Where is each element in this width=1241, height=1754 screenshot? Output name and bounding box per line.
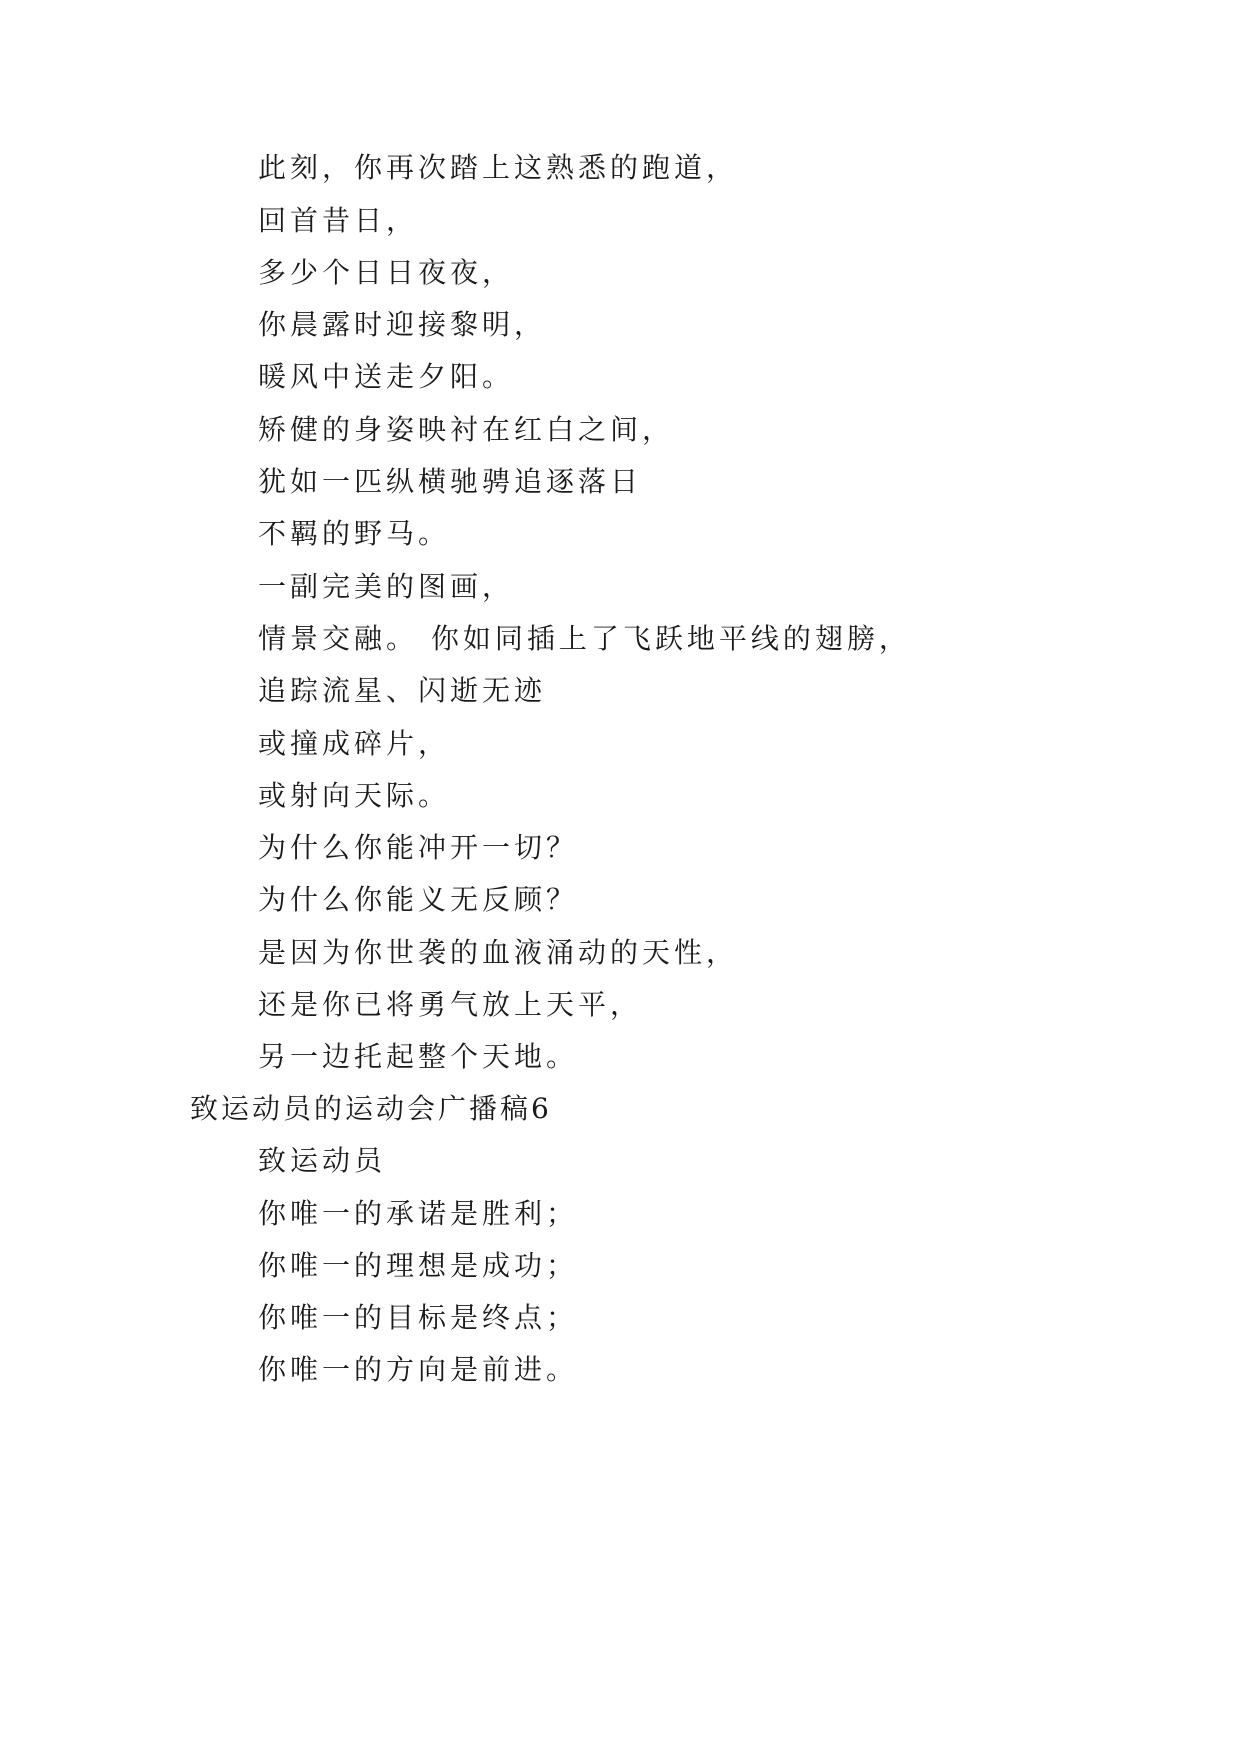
poem-line: 情景交融。 你如同插上了飞跃地平线的翅膀， [258,622,911,655]
poem-line: 一副完美的图画， [258,570,515,603]
poem-line: 或撞成碎片， [258,727,451,760]
poem-line: 为什么你能冲开一切？ [258,831,579,864]
poem-line: 你唯一的理想是成功； [258,1249,579,1282]
poem-line: 还是你已将勇气放上天平， [258,988,643,1021]
poem-line: 另一边托起整个天地。 [258,1040,579,1073]
poem-line: 追踪流星、闪逝无迹 [258,674,547,707]
poem-line: 暖风中送走夕阳。 [258,360,515,393]
poem-line: 你唯一的承诺是胜利； [258,1197,579,1230]
poem-line: 你晨露时迎接黎明， [258,308,547,341]
poem-line: 矫健的身姿映衬在红白之间， [258,413,675,446]
poem-line: 你唯一的目标是终点； [258,1301,579,1334]
poem-line: 回首昔日， [258,204,419,237]
poem-line: 你唯一的方向是前进。 [258,1353,579,1386]
poem-line: 或射向天际。 [258,779,451,812]
poem-line: 此刻，你再次踏上这熟悉的跑道， [258,151,739,184]
poem-title: 致运动员 [258,1144,387,1177]
section-heading: 致运动员的运动会广播稿6 [190,1092,552,1125]
poem-line: 多少个日日夜夜， [258,256,515,289]
poem-line: 为什么你能义无反顾？ [258,883,579,916]
poem-line: 是因为你世袭的血液涌动的天性， [258,936,739,969]
poem-line: 犹如一匹纵横驰骋追逐落日 [258,465,643,498]
poem-line: 不羁的野马。 [258,517,451,550]
